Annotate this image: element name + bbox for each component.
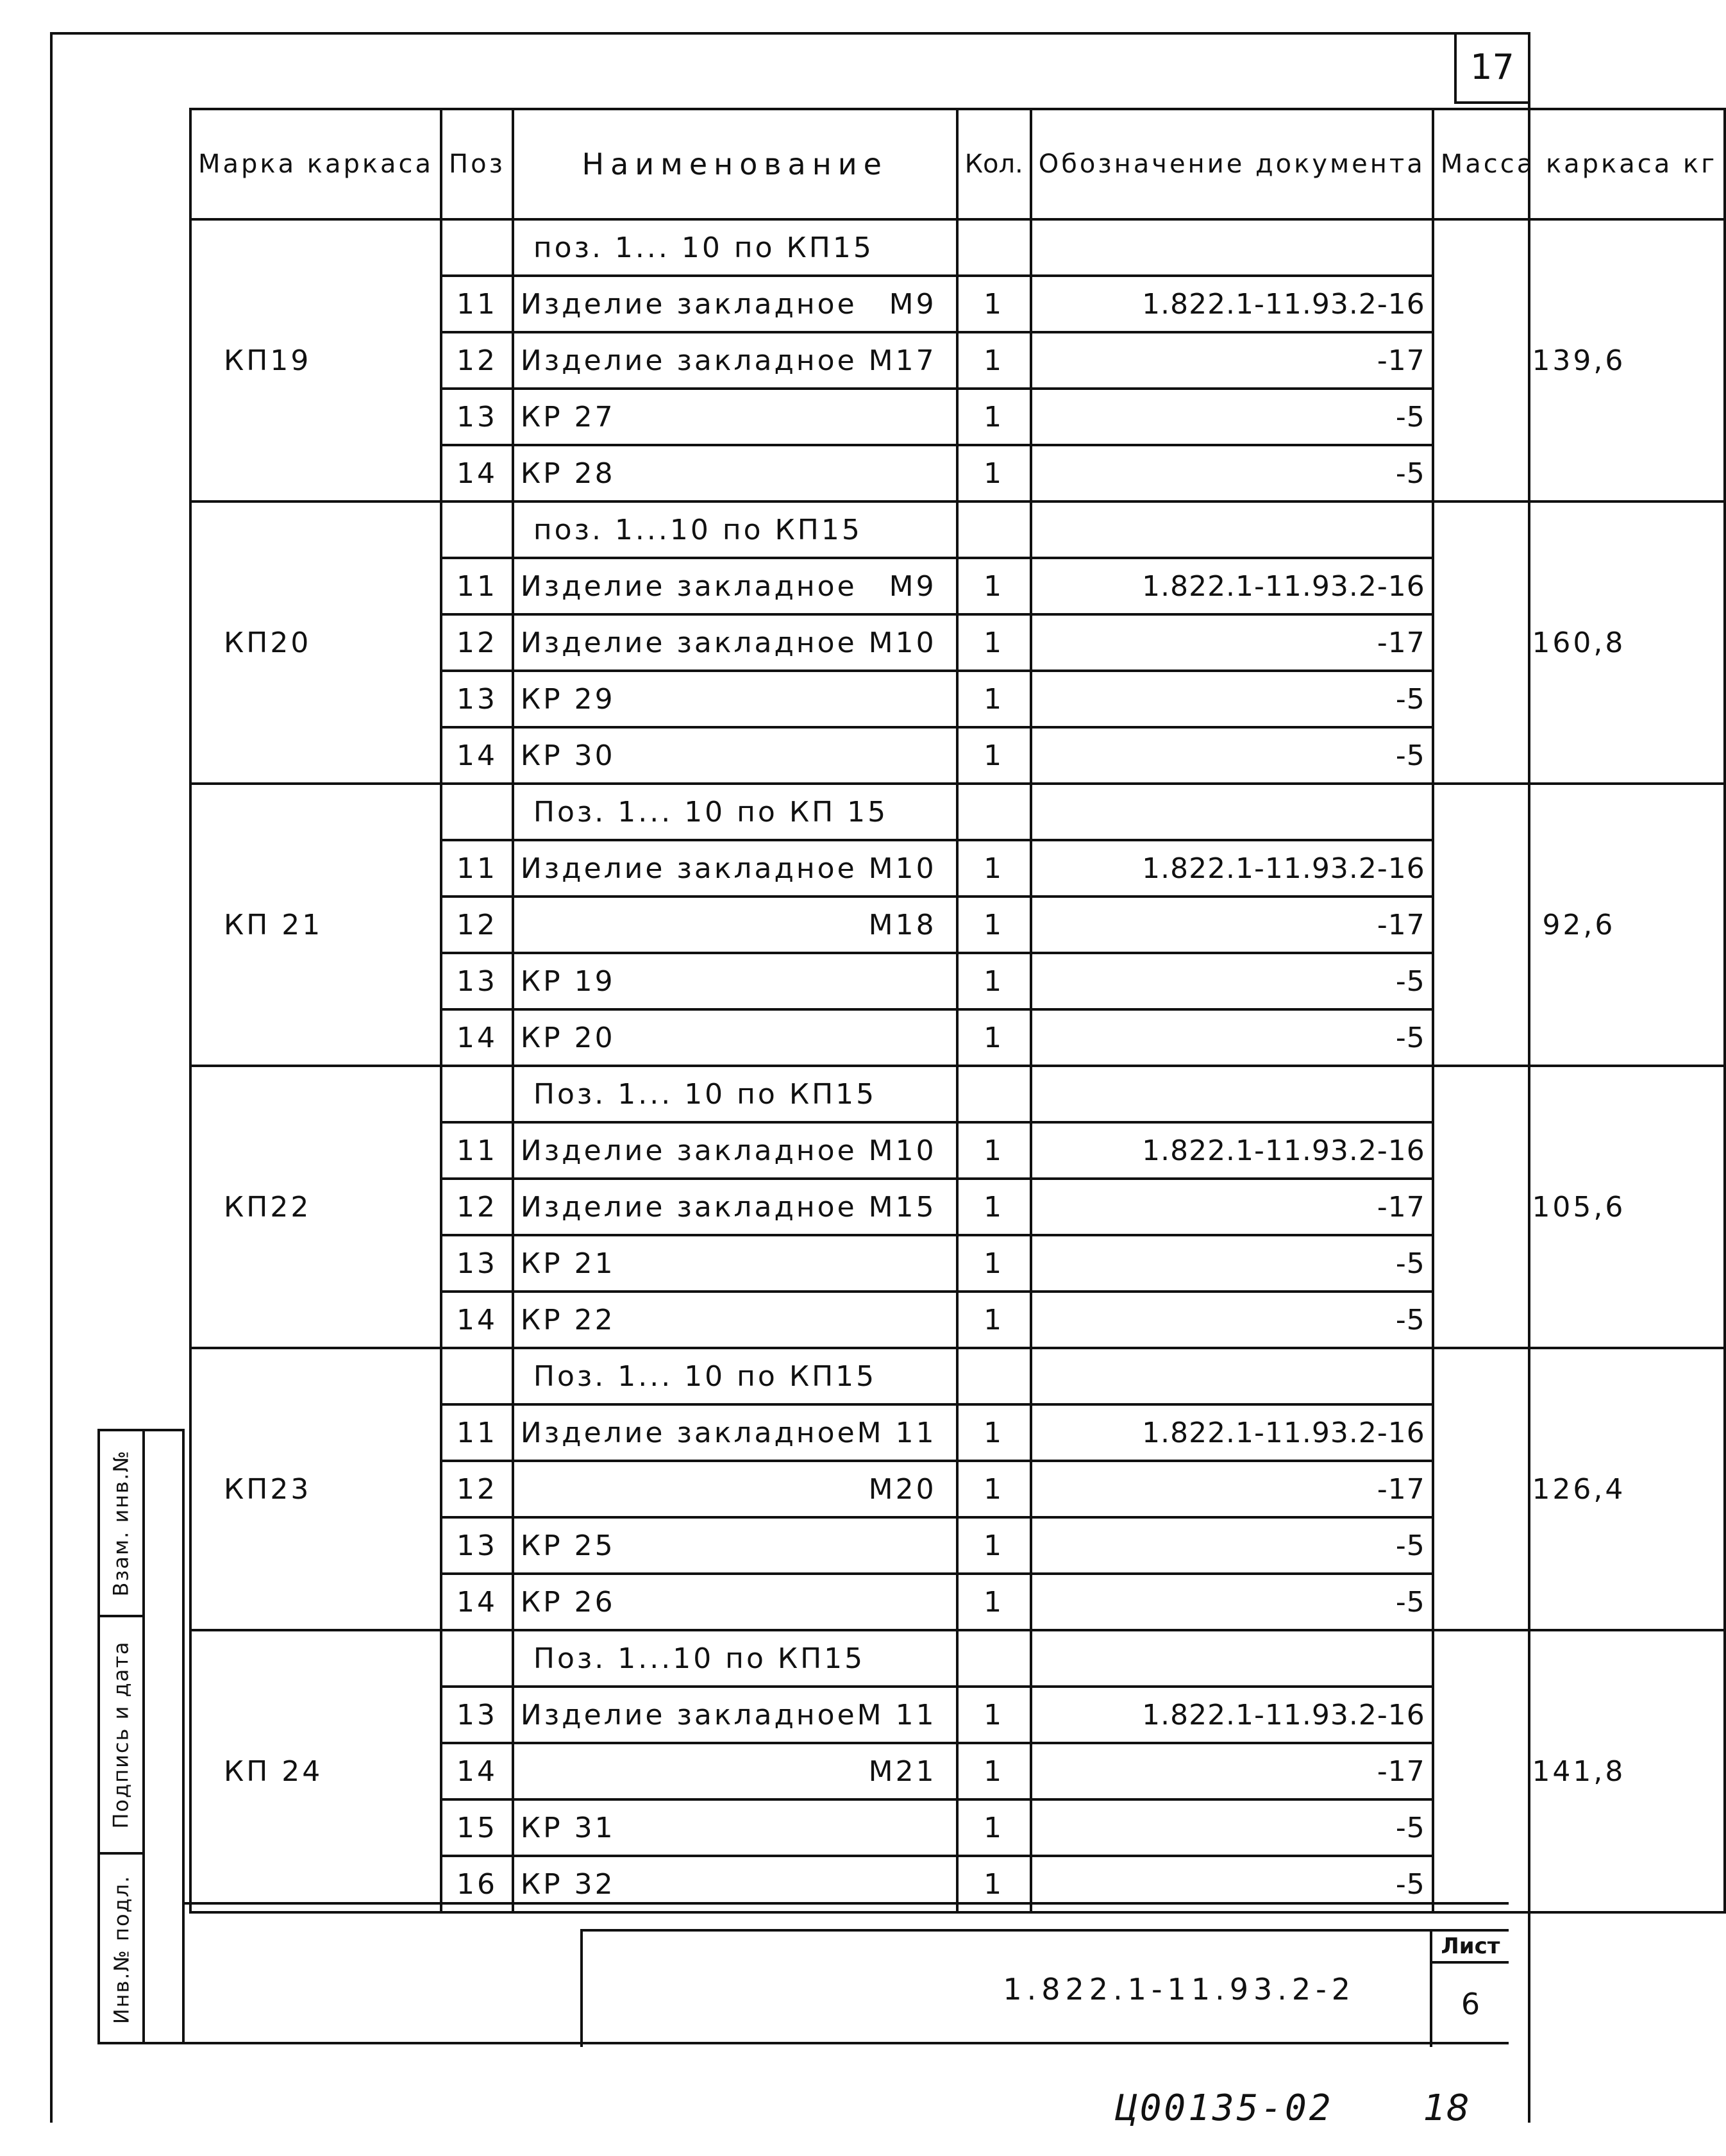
position-cell [441,1066,513,1122]
specification-body [190,219,1725,1912]
quantity-cell: 1 [957,1179,1031,1235]
name-cell [513,1461,957,1517]
side-stamp [97,1429,185,2044]
replaced-inv-label: Взам. инв.№ [109,1449,133,1597]
item-mark-suffix: М 11 [857,1416,937,1449]
name-cell [513,1179,957,1235]
header-mark: Марка каркаса [190,109,441,219]
item-name: КР 32 [520,1867,616,1901]
quantity-cell: 1 [957,953,1031,1009]
quantity-cell: 1 [957,332,1031,389]
frame-top-border [50,32,1528,35]
item-name: поз. 1...10 по КП15 [533,513,862,546]
document-designation-cell: -17 [1031,614,1433,671]
name-cell [513,1630,957,1687]
page-number: 17 [1470,46,1514,87]
quantity-cell: 1 [957,1461,1031,1517]
table-row [190,219,1725,276]
position-cell [441,1348,513,1404]
name-cell [513,389,957,445]
name-cell [513,1743,957,1799]
item-mark-suffix: М20 [868,1472,937,1506]
title-block-bottom-border [97,2042,1509,2044]
name-cell [513,1066,957,1122]
quantity-cell: 1 [957,1856,1031,1912]
item-mark-suffix: М 11 [857,1698,937,1731]
frame-mark: КП22 [190,1066,441,1348]
item-name: Поз. 1... 10 по КП15 [533,1077,877,1111]
name-cell [513,445,957,501]
item-mark-suffix: М10 [868,1134,937,1167]
document-designation-cell: -5 [1031,727,1433,784]
quantity-cell: 1 [957,897,1031,953]
item-name: КР 21 [520,1247,616,1280]
frame-left-border [50,32,53,2123]
quantity-cell: 1 [957,840,1031,897]
document-designation-cell: 1.822.1-11.93.2-16 [1031,840,1433,897]
sheet-label: Лист [1432,1932,1509,1964]
position-cell: 14 [441,727,513,784]
quantity-cell: 1 [957,1009,1031,1066]
name-cell [513,1687,957,1743]
quantity-cell: 1 [957,614,1031,671]
position-cell: 13 [441,389,513,445]
document-designation-cell: 1.822.1-11.93.2-16 [1031,1404,1433,1461]
name-cell [513,840,957,897]
frame-mass: 139,6 [1433,219,1725,501]
replaced-inv-cell [100,1431,142,1617]
name-cell [513,1235,957,1292]
name-cell [513,332,957,389]
title-block-main [580,1929,1509,2047]
document-code: 1.822.1-11.93.2-2 [1003,1972,1355,2007]
item-mark-suffix: М17 [868,344,937,377]
name-cell [513,1799,957,1856]
header-doc: Обозначение документа [1031,109,1433,219]
item-name: КР 22 [520,1303,616,1336]
document-designation-cell: 1.822.1-11.93.2-16 [1031,558,1433,614]
document-designation-cell: -5 [1031,1574,1433,1630]
position-cell: 11 [441,276,513,332]
quantity-cell [957,1630,1031,1687]
quantity-cell: 1 [957,1235,1031,1292]
frame-mark: КП 24 [190,1630,441,1912]
position-cell: 12 [441,897,513,953]
item-name: Изделие закладное [520,1190,857,1224]
item-name: Изделие закладное [520,1134,857,1167]
sheet-number: 6 [1461,1987,1480,2021]
item-mark-suffix: М18 [868,908,937,941]
side-stamp-label-column [100,1431,145,2042]
name-cell [513,614,957,671]
frame-mass: 105,6 [1433,1066,1725,1348]
item-name: Изделие закладное [520,1698,857,1731]
name-cell [513,897,957,953]
position-cell: 13 [441,1235,513,1292]
quantity-cell: 1 [957,1517,1031,1574]
name-cell [513,1009,957,1066]
position-cell: 13 [441,1687,513,1743]
document-designation-cell: 1.822.1-11.93.2-16 [1031,1687,1433,1743]
name-cell [513,1517,957,1574]
document-designation-cell: -5 [1031,1009,1433,1066]
name-cell [513,671,957,727]
document-designation-cell: -5 [1031,445,1433,501]
item-name: Изделие закладное [520,852,857,885]
signature-date-cell [100,1617,142,1855]
archive-code: Ц00135-02 [1116,2087,1334,2129]
item-name: КР 26 [520,1585,616,1619]
quantity-cell [957,219,1031,276]
item-name: КР 25 [520,1529,616,1562]
position-cell: 14 [441,1292,513,1348]
item-mark-suffix: М9 [889,287,937,321]
item-name: Изделие закладное [520,626,857,659]
position-cell: 11 [441,1404,513,1461]
frame-mass: 126,4 [1433,1348,1725,1630]
header-name: Наименование [513,109,957,219]
quantity-cell: 1 [957,1799,1031,1856]
item-mark-suffix: М10 [868,852,937,885]
original-inv-label: Инв.№ подл. [109,1874,133,2025]
item-name: Поз. 1...10 по КП15 [533,1642,866,1675]
position-cell: 14 [441,1009,513,1066]
document-designation-cell: -5 [1031,1856,1433,1912]
position-cell: 12 [441,332,513,389]
position-cell: 13 [441,953,513,1009]
item-name: КР 27 [520,400,616,434]
position-cell: 13 [441,1517,513,1574]
document-designation-cell: -17 [1031,897,1433,953]
name-cell [513,784,957,840]
position-cell: 11 [441,558,513,614]
frame-mass: 141,8 [1433,1630,1725,1912]
position-cell [441,219,513,276]
quantity-cell: 1 [957,1122,1031,1179]
header-qty: Кол. [957,109,1031,219]
header-mass: Масса каркаса кг [1433,109,1725,219]
header-row [190,109,1725,219]
document-designation-cell: -5 [1031,671,1433,727]
document-designation-cell: -5 [1031,1235,1433,1292]
name-cell [513,1348,957,1404]
quantity-cell: 1 [957,1687,1031,1743]
position-cell [441,501,513,558]
quantity-cell: 1 [957,1574,1031,1630]
position-cell: 16 [441,1856,513,1912]
document-designation-cell [1031,219,1433,276]
name-cell [513,558,957,614]
item-name: КР 20 [520,1021,616,1054]
quantity-cell [957,1066,1031,1122]
document-designation-cell: 1.822.1-11.93.2-16 [1031,276,1433,332]
document-designation-cell [1031,501,1433,558]
position-cell [441,1630,513,1687]
position-cell: 14 [441,1743,513,1799]
item-mark-suffix: М10 [868,626,937,659]
quantity-cell: 1 [957,276,1031,332]
position-cell: 14 [441,445,513,501]
item-mark-suffix: М21 [868,1755,937,1788]
table-row [190,784,1725,840]
page-number-box [1454,32,1528,104]
position-cell [441,784,513,840]
item-name: КР 29 [520,682,616,716]
document-designation-cell: -5 [1031,389,1433,445]
item-mark-suffix: М9 [889,569,937,603]
quantity-cell: 1 [957,389,1031,445]
item-name: КР 28 [520,457,616,490]
position-cell: 15 [441,1799,513,1856]
position-cell: 12 [441,614,513,671]
frame-mark: КП23 [190,1348,441,1630]
item-name: Поз. 1... 10 по КП 15 [533,795,889,829]
name-cell [513,727,957,784]
specification-table [189,108,1726,1914]
item-name: КР 19 [520,964,616,998]
document-designation-cell: -17 [1031,1743,1433,1799]
footer-page-number: 18 [1423,2087,1470,2129]
quantity-cell [957,501,1031,558]
quantity-cell: 1 [957,671,1031,727]
item-mark-suffix: М15 [868,1190,937,1224]
item-name: Изделие закладное [520,1416,857,1449]
quantity-cell: 1 [957,727,1031,784]
frame-mark: КП 21 [190,784,441,1066]
position-cell: 13 [441,671,513,727]
item-name: КР 30 [520,739,616,772]
position-cell: 12 [441,1179,513,1235]
name-cell [513,276,957,332]
document-designation-cell [1031,1066,1433,1122]
sheet-box [1430,1932,1509,2047]
signature-date-label: Подпись и дата [109,1640,133,1829]
item-name: Поз. 1... 10 по КП15 [533,1360,877,1393]
document-designation-cell: -5 [1031,1292,1433,1348]
title-block [183,1902,1509,2044]
quantity-cell: 1 [957,558,1031,614]
name-cell [513,1122,957,1179]
name-cell [513,501,957,558]
quantity-cell: 1 [957,445,1031,501]
name-cell [513,953,957,1009]
item-name: КР 31 [520,1811,616,1844]
name-cell [513,219,957,276]
document-designation-cell: 1.822.1-11.93.2-16 [1031,1122,1433,1179]
document-designation-cell [1031,784,1433,840]
quantity-cell: 1 [957,1292,1031,1348]
name-cell [513,1574,957,1630]
table-row [190,501,1725,558]
frame-mark: КП19 [190,219,441,501]
document-designation-cell: -5 [1031,1799,1433,1856]
item-name: поз. 1... 10 по КП15 [533,231,874,264]
document-designation-cell: -17 [1031,1179,1433,1235]
table-row [190,1066,1725,1122]
name-cell [513,1404,957,1461]
table-row [190,1630,1725,1687]
document-designation-cell: -17 [1031,332,1433,389]
item-name: Изделие закладное [520,344,857,377]
item-name: Изделие закладное [520,569,857,603]
table-row [190,1348,1725,1404]
quantity-cell [957,1348,1031,1404]
quantity-cell: 1 [957,1743,1031,1799]
item-name: Изделие закладное [520,287,857,321]
frame-mass: 92,6 [1433,784,1725,1066]
quantity-cell [957,784,1031,840]
position-cell: 11 [441,840,513,897]
original-inv-cell [100,1855,142,2044]
document-designation-cell [1031,1630,1433,1687]
position-cell: 12 [441,1461,513,1517]
position-cell: 11 [441,1122,513,1179]
document-designation-cell: -5 [1031,1517,1433,1574]
document-designation-cell: -5 [1031,953,1433,1009]
frame-mark: КП20 [190,501,441,784]
document-designation-cell [1031,1348,1433,1404]
header-pos: Поз [441,109,513,219]
document-designation-cell: -17 [1031,1461,1433,1517]
position-cell: 14 [441,1574,513,1630]
quantity-cell: 1 [957,1404,1031,1461]
name-cell [513,1292,957,1348]
frame-mass: 160,8 [1433,501,1725,784]
